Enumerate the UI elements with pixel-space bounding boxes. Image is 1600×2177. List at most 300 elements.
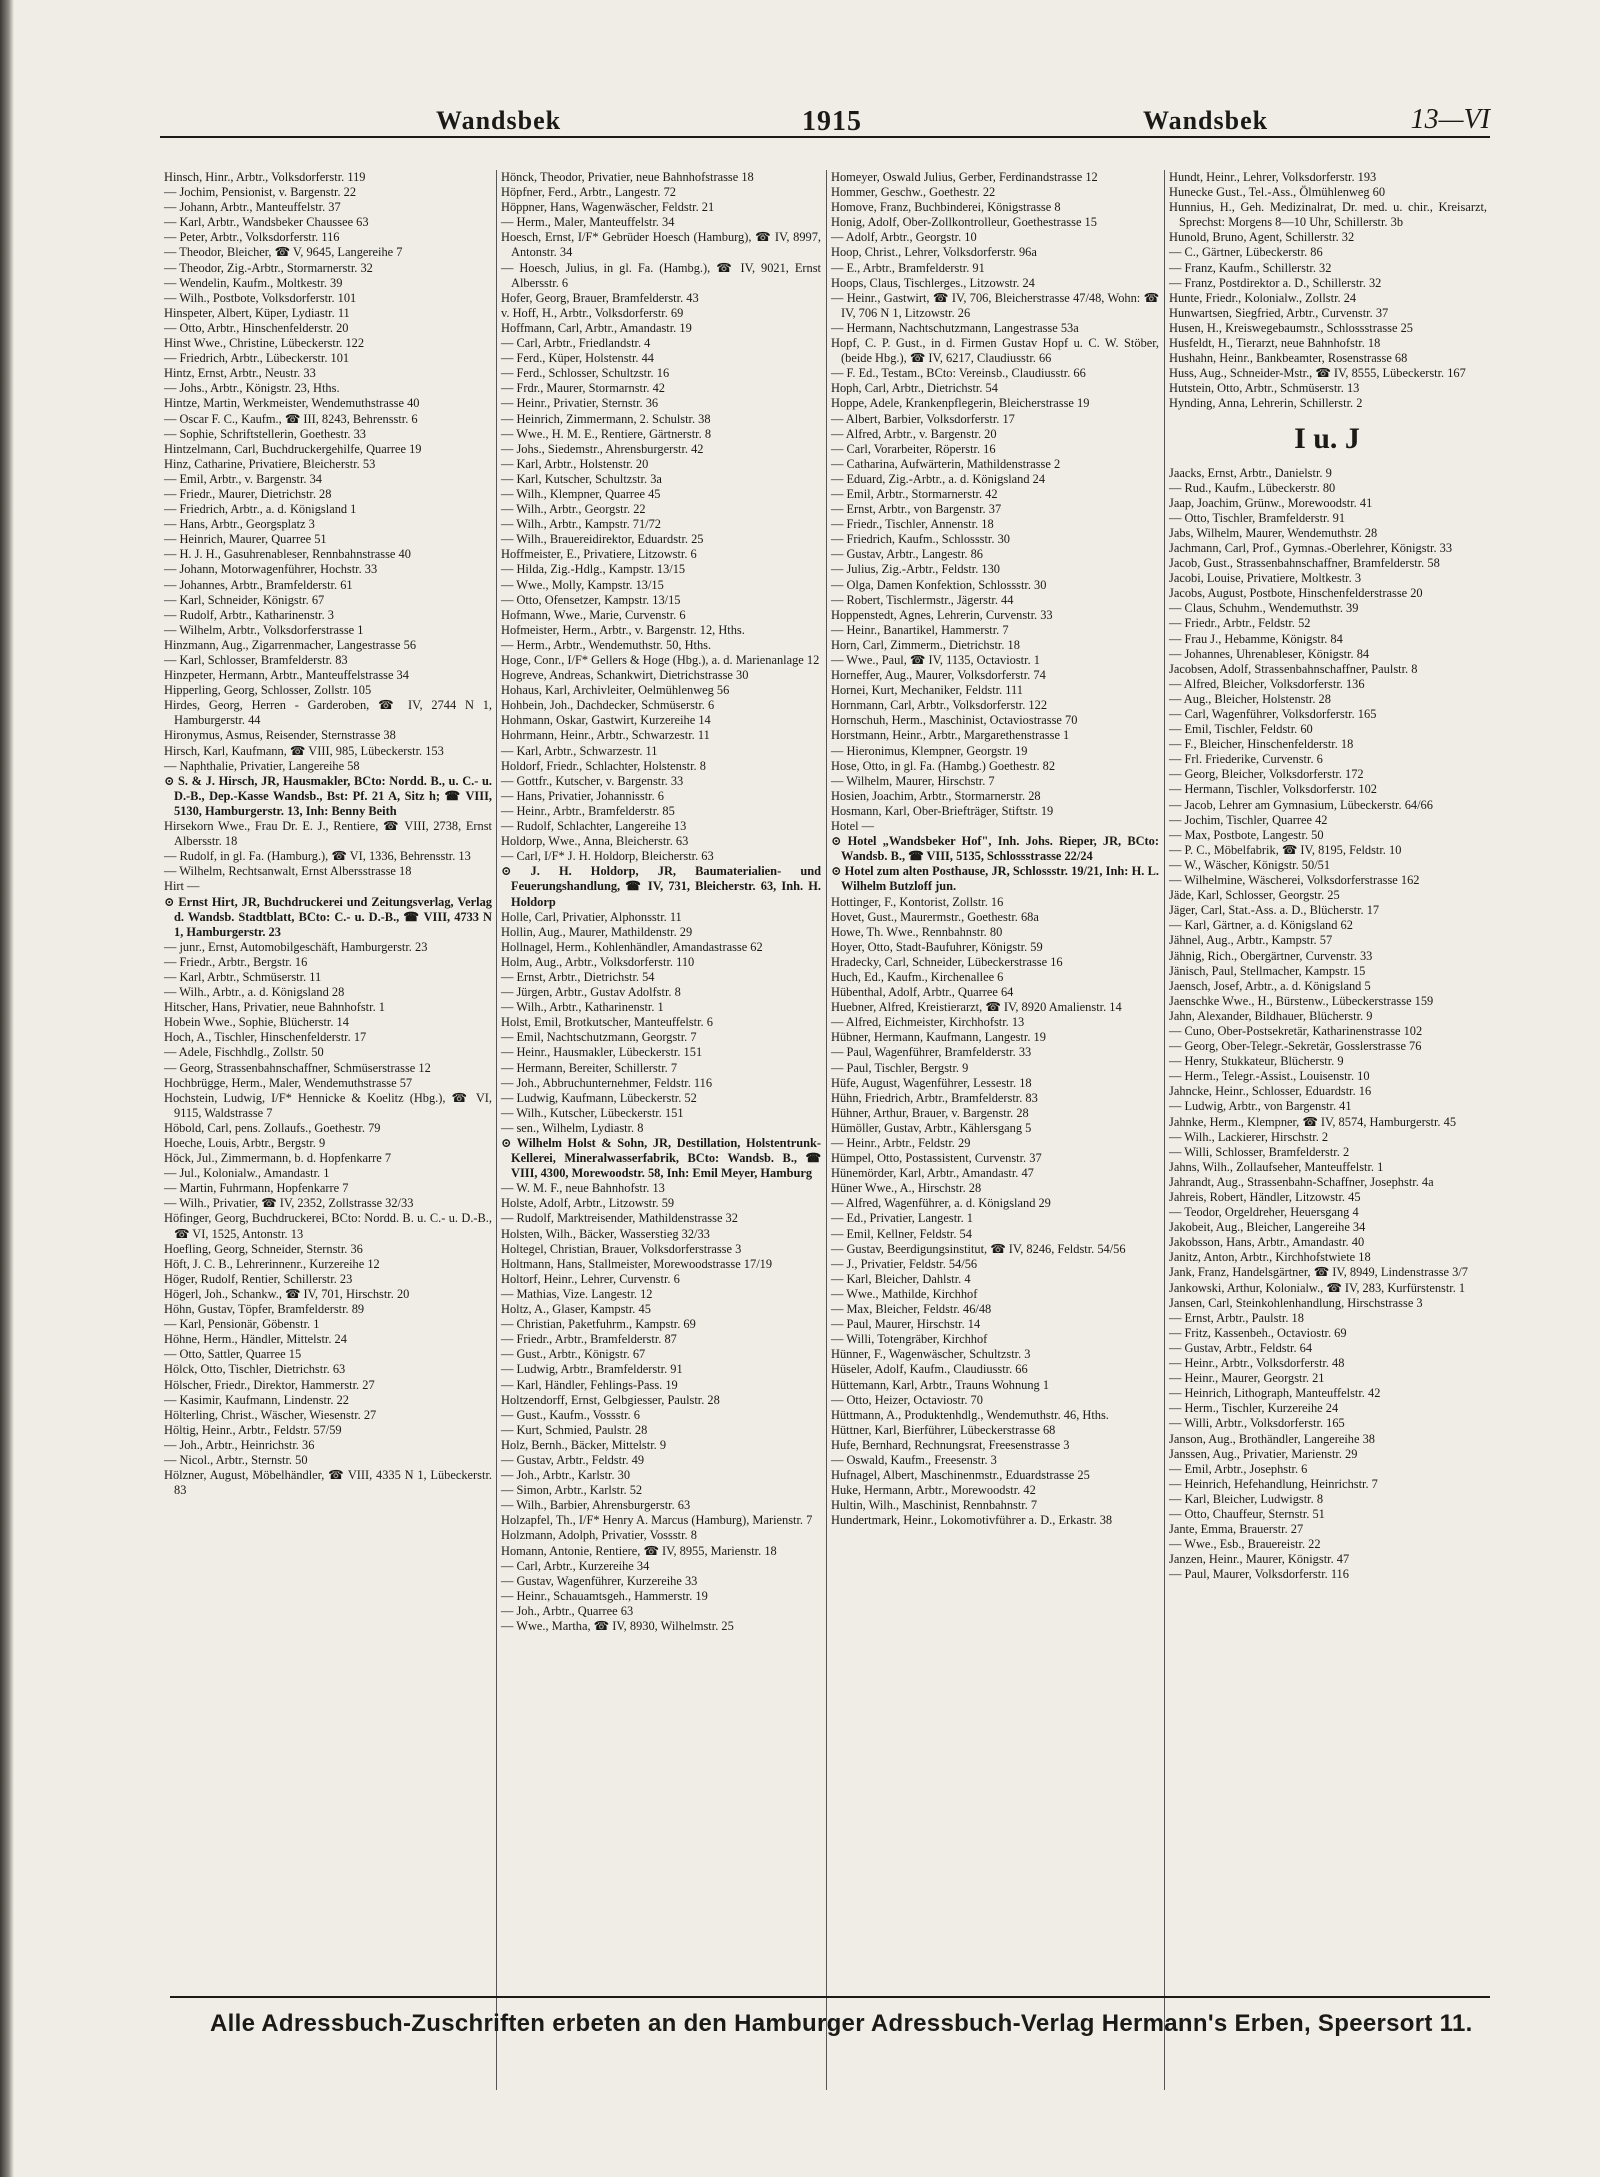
directory-entry: — Carl, Vorarbeiter, Röperstr. 16: [831, 441, 996, 456]
directory-entry: — W., Wäscher, Königstr. 50/51: [1169, 857, 1331, 872]
directory-entry: Hofmann, Wwe., Marie, Curvenstr. 6: [501, 607, 686, 622]
directory-entry: Hofmeister, Herm., Arbtr., v. Bargenstr. 12, Hths.: [501, 622, 745, 637]
directory-entry: — Karl, Schneider, Königstr. 67: [164, 592, 325, 607]
directory-entry: — Frl. Friederike, Curvenstr. 6: [1169, 752, 1323, 767]
directory-entry: — Adolf, Arbtr., Georgstr. 10: [831, 230, 977, 245]
directory-entry: — Jul., Kolonialw., Amandastr. 1: [164, 1166, 330, 1181]
directory-entry: — H. J. H., Gasuhrenableser, Rennbahnstrasse 40: [164, 547, 411, 562]
directory-entry: Holle, Carl, Privatier, Alphonsstr. 11: [501, 909, 682, 924]
directory-entry: — Julius, Zig.-Arbtr., Feldstr. 130: [831, 562, 1000, 577]
directory-entry: Horstmann, Heinr., Arbtr., Margarethenstrasse 1: [831, 728, 1070, 743]
directory-entry: — Joh., Arbtr., Quarree 63: [501, 1603, 634, 1618]
directory-entry: — Herm., Tischler, Kurzereihe 24: [1169, 1401, 1339, 1416]
directory-entry: — Alfred, Bleicher, Volksdorferstr. 136: [1169, 676, 1365, 691]
directory-entry: Hünner, F., Wagenwäscher, Schultzstr. 3: [831, 1347, 1031, 1362]
directory-entry: — Karl, Gärtner, a. d. Königsland 62: [1169, 918, 1353, 933]
directory-entry: Holst, Emil, Brotkutscher, Manteuffelstr. 6: [501, 1015, 713, 1030]
directory-entry: Jahns, Wilh., Zollaufseher, Manteuffelstr. 1: [1169, 1159, 1384, 1174]
directory-entry: v. Hoff, H., Arbtr., Volksdorferstr. 69: [501, 305, 684, 320]
directory-entry: Jacobs, August, Postbote, Hinschenfelderstrasse 20: [1169, 586, 1423, 601]
directory-entry: — Joh., Arbtr., Karlstr. 30: [501, 1468, 631, 1483]
directory-entry: — Karl, Arbtr., Schwarzestr. 11: [501, 743, 658, 758]
directory-entry: Hirsekorn Wwe., Frau Dr. E. J., Rentiere, ☎ VIII, 2738, Ernst Albersstr. 18: [164, 819, 492, 849]
column-1: [160, 170, 494, 2090]
directory-entry: Hoffmann, Carl, Arbtr., Amandastr. 19: [501, 320, 692, 335]
directory-entry: Hunecke Gust., Tel.-Ass., Ölmühlenweg 60: [1169, 185, 1386, 200]
directory-entry: — Wilh., Postbote, Volksdorferstr. 101: [164, 290, 357, 305]
section-heading: I u. J: [1294, 421, 1360, 455]
directory-entry: — Aug., Bleicher, Holstenstr. 28: [1169, 691, 1331, 706]
directory-entry: Hogreve, Andreas, Schankwirt, Dietrichstrasse 30: [501, 668, 749, 683]
directory-entry: — Heinr., Schauamtsgeh., Hammerstr. 19: [501, 1588, 708, 1603]
directory-entry: Holtorf, Heinr., Lehrer, Curvenstr. 6: [501, 1271, 680, 1286]
directory-entry: — Karl, Bleicher, Ludwigstr. 8: [1169, 1491, 1324, 1506]
directory-entry: Jäger, Carl, Stat.-Ass. a. D., Blücherstr. 17: [1169, 903, 1380, 918]
header-place-left: Wandsbek: [436, 106, 562, 135]
directory-entry: ⊙ Ernst Hirt, JR, Buchdruckerei und Zeitungsverlag, Verlag d. Wandsb. Stadtblatt, BCto: C.- u. D.-B., ☎ VIII, 4733 N 1, Hamburgerstr. 23: [164, 894, 492, 939]
directory-entry: — Otto, Tischler, Bramfelderstr. 91: [1169, 510, 1346, 525]
directory-entry: Jaensch, Josef, Arbtr., a. d. Königsland 5: [1169, 978, 1371, 993]
directory-entry: Höltig, Heinr., Arbtr., Feldstr. 57/59: [164, 1422, 342, 1437]
directory-entry: — Gustav, Arbtr., Feldstr. 49: [501, 1452, 645, 1467]
directory-entry: — Wilhelm, Rechtsanwalt, Ernst Albersstrasse 18: [164, 864, 412, 879]
directory-entry: Höfinger, Georg, Buchdruckerei, BCto: Nordd. B. u. C.- u. D.-B., ☎ VI, 1525, Antonstr. 13: [164, 1211, 492, 1241]
directory-entry: Jahrandt, Aug., Strassenbahn-Schaffner, Josephstr. 4a: [1169, 1174, 1434, 1189]
directory-entry: Hüttner, Karl, Bierführer, Lübeckerstrasse 68: [831, 1422, 1056, 1437]
directory-entry: Jäde, Karl, Schlosser, Georgstr. 25: [1169, 888, 1340, 903]
directory-entry: — Friedr., Arbtr., Bergstr. 16: [164, 954, 308, 969]
directory-entry: — Hieronimus, Klempner, Georgstr. 19: [831, 743, 1028, 758]
directory-entry: — Wwe., H. M. E., Rentiere, Gärtnerstr. 8: [501, 426, 712, 441]
directory-entry: Holm, Aug., Arbtr., Volksdorferstr. 110: [501, 954, 695, 969]
directory-entry: Husen, H., Kreiswegebaumstr., Schlossstrasse 25: [1169, 320, 1413, 335]
directory-entry: — Heinr., Arbtr., Bramfelderstr. 85: [501, 803, 675, 818]
directory-entry: Hitscher, Hans, Privatier, neue Bahnhofstr. 1: [164, 1000, 385, 1015]
directory-entry: Höpfner, Ferd., Arbtr., Langestr. 72: [501, 185, 677, 200]
directory-entry: — Friedrich, Arbtr., Lübeckerstr. 101: [164, 351, 350, 366]
directory-entry: — Heinr., Banartikel, Hammerstr. 7: [831, 622, 1009, 637]
directory-entry: — Karl, Bleicher, Dahlstr. 4: [831, 1271, 971, 1286]
directory-entry: — Georg, Strassenbahnschaffner, Schmüserstrasse 12: [164, 1060, 431, 1075]
directory-entry: — Cuno, Ober-Postsekretär, Katharinenstrasse 102: [1169, 1023, 1423, 1038]
directory-entry: — Alfred, Wagenführer, a. d. Königsland 29: [831, 1196, 1051, 1211]
directory-entry: Jabs, Wilhelm, Maurer, Wendemuthstr. 28: [1169, 525, 1378, 540]
directory-entry: — Ludwig, Kaufmann, Lübeckerstr. 52: [501, 1090, 697, 1105]
directory-entry: — Olga, Damen Konfektion, Schlossstr. 30: [831, 577, 1047, 592]
directory-entry: — Rudolf, in gl. Fa. (Hamburg.), ☎ VI, 1336, Behrensstr. 13: [164, 849, 471, 864]
directory-entry: — Wilh., Privatier, ☎ IV, 2352, Zollstrasse 32/33: [164, 1196, 414, 1211]
directory-entry: — Johannes, Uhrenableser, Königstr. 84: [1169, 646, 1370, 661]
directory-entry: Hosmann, Karl, Ober-Briefträger, Stiftstr. 19: [831, 803, 1054, 818]
directory-entry: Hoyer, Otto, Stadt-Baufuhrer, Königstr. 59: [831, 939, 1043, 954]
directory-entry: — Mathias, Vize. Langestr. 12: [501, 1286, 653, 1301]
directory-entry: — Max, Bleicher, Feldstr. 46/48: [831, 1302, 992, 1317]
directory-entry: Jank, Franz, Handelsgärtner, ☎ IV, 8949, Lindenstrasse 3/7: [1169, 1265, 1468, 1280]
directory-entry: Hohbein, Joh., Dachdecker, Schmüserstr. 6: [501, 698, 715, 713]
directory-entry: — Rudolf, Schlachter, Langereihe 13: [501, 819, 687, 834]
directory-entry: Jacobsen, Adolf, Strassenbahnschaffner, Paulstr. 8: [1169, 661, 1418, 676]
directory-entry: Hohmann, Oskar, Gastwirt, Kurzereihe 14: [501, 713, 711, 728]
directory-entry: Hirsch, Karl, Kaufmann, ☎ VIII, 985, Lübeckerstr. 153: [164, 743, 444, 758]
directory-entry: — junr., Ernst, Automobilgeschäft, Hamburgerstr. 23: [164, 939, 428, 954]
directory-entry: — Wwe., Paul, ☎ IV, 1135, Octaviostr. 1: [831, 653, 1040, 667]
directory-entry: Höger, Rudolf, Rentier, Schillerstr. 23: [164, 1271, 353, 1286]
directory-entry: — Hoesch, Julius, in gl. Fa. (Hambg.), ☎ IV, 9021, Ernst Albersstr. 6: [501, 260, 821, 290]
directory-entry: Howe, Th. Wwe., Rennbahnstr. 80: [831, 924, 1003, 939]
directory-entry: — Wilhelmine, Wäscherei, Volksdorferstrasse 162: [1169, 873, 1420, 888]
directory-entry: Hoefling, Georg, Schneider, Sternstr. 36: [164, 1241, 363, 1256]
directory-entry: — Karl, Schlosser, Bramfelderstr. 83: [164, 653, 348, 667]
directory-entry: — Carl, Wagenführer, Volksdorferstr. 165: [1169, 707, 1377, 721]
directory-entry: Jaenschke Wwe., H., Bürstenw., Lübeckerstrasse 159: [1169, 993, 1434, 1008]
footer-notice: Alle Adressbuch-Zuschriften erbeten an den Hamburger Adressbuch-Verlag Hermann's Erben, Speersort 11.: [210, 2010, 1473, 2037]
directory-entry: — Joh., Abbruchunternehmer, Feldstr. 116: [501, 1075, 713, 1090]
directory-entry: Jahnke, Herm., Klempner, ☎ IV, 8574, Hamburgerstr. 45: [1169, 1114, 1457, 1129]
directory-entry: — Otto, Ofensetzer, Kampstr. 13/15: [501, 592, 681, 607]
directory-entry: Hirt —: [164, 879, 200, 894]
directory-entry: — Johann, Motorwagenführer, Hochstr. 33: [164, 562, 378, 577]
directory-entry: Hoops, Claus, Tischlerges., Litzowstr. 24: [831, 275, 1035, 290]
directory-entry: Janitz, Anton, Arbtr., Kirchhofstwiete 18: [1169, 1250, 1371, 1265]
directory-entry: — Hermann, Nachtschutzmann, Langestrasse 53a: [831, 320, 1079, 335]
directory-entry: Jähnel, Aug., Arbtr., Kampstr. 57: [1169, 933, 1333, 948]
directory-entry: — Heinr., Maurer, Georgstr. 21: [1169, 1371, 1325, 1386]
directory-entry: Husfeldt, H., Tierarzt, neue Bahnhofstr. 18: [1169, 336, 1381, 351]
directory-entry: Hintz, Ernst, Arbtr., Neustr. 33: [164, 366, 316, 381]
directory-entry: — Karl, Arbtr., Wandsbeker Chaussee 63: [164, 215, 369, 230]
directory-entry: — Fritz, Kassenbeh., Octaviostr. 69: [1169, 1325, 1347, 1340]
directory-entry: — Sophie, Schriftstellerin, Goethestr. 33: [164, 426, 367, 441]
directory-entry: Jahreis, Robert, Händler, Litzowstr. 45: [1169, 1190, 1361, 1204]
directory-entry: Honig, Adolf, Ober-Zollkontrolleur, Goethestrasse 15: [831, 215, 1097, 230]
directory-entry: — W. M. F., neue Bahnhofstr. 13: [501, 1181, 665, 1196]
directory-entry: — Wilh., Arbtr., Katharinenstr. 1: [501, 1000, 664, 1015]
directory-entry: Jahn, Alexander, Bildhauer, Blücherstr. 9: [1169, 1008, 1373, 1023]
directory-entry: — Herm., Telegr.-Assist., Louisenstr. 10: [1169, 1069, 1370, 1084]
directory-entry: — Theodor, Zig.-Arbtr., Stormarnerstr. 32: [164, 260, 373, 275]
directory-entry: Hynding, Anna, Lehrerin, Schillerstr. 2: [1169, 396, 1363, 411]
directory-entry: Jachmann, Carl, Prof., Gymnas.-Oberlehrer, Königstr. 33: [1169, 540, 1453, 555]
directory-entry: — Friedrich, Kaufm., Schlossstr. 30: [831, 532, 1010, 547]
directory-entry: Hovet, Gust., Maurermstr., Goethestr. 68a: [831, 909, 1039, 924]
directory-entry: — Karl, Pensionär, Göbenstr. 1: [164, 1317, 320, 1332]
directory-entry: Hornschuh, Herm., Maschinist, Octaviostrasse 70: [831, 713, 1078, 728]
directory-entry: — Karl, Händler, Fehlings-Pass. 19: [501, 1377, 678, 1392]
directory-entry: Hoph, Carl, Arbtr., Dietrichstr. 54: [831, 381, 998, 396]
directory-entry: — Otto, Arbtr., Hinschenfelderstr. 20: [164, 320, 349, 335]
directory-entry: Homeyer, Oswald Julius, Gerber, Ferdinandstrasse 12: [831, 170, 1098, 184]
directory-entry: — Wilhelm, Arbtr., Volksdorferstrasse 1: [164, 622, 364, 637]
directory-entry: Janzen, Heinr., Maurer, Königstr. 47: [1169, 1552, 1350, 1567]
directory-entry: — Frau J., Hebamme, Königstr. 84: [1169, 631, 1343, 646]
directory-entry: — Heinr., Arbtr., Feldstr. 29: [831, 1136, 971, 1150]
directory-entry: Hosien, Joachim, Arbtr., Stormarnerstr. 28: [831, 788, 1041, 803]
directory-entry: Horn, Carl, Zimmerm., Dietrichstr. 18: [831, 637, 1020, 652]
directory-entry: — Kasimir, Kaufmann, Lindenstr. 22: [164, 1392, 349, 1407]
directory-entry: — E., Arbtr., Bramfelderstr. 91: [831, 260, 985, 275]
directory-entry: Hinzmann, Aug., Zigarrenmacher, Langestrasse 56: [164, 637, 417, 652]
directory-entry: — Hermann, Tischler, Volksdorferstr. 102: [1169, 782, 1377, 797]
directory-entry: — Gustav, Arbtr., Langestr. 86: [831, 547, 983, 562]
directory-entry: — P. C., Möbelfabrik, ☎ IV, 8195, Feldstr. 10: [1169, 842, 1402, 857]
directory-entry: Jakobeit, Aug., Bleicher, Langereihe 34: [1169, 1220, 1366, 1235]
directory-entry: Hübner, Hermann, Kaufmann, Langestr. 19: [831, 1030, 1046, 1045]
directory-entry: Hinzpeter, Hermann, Arbtr., Manteuffelstrasse 34: [164, 668, 409, 683]
directory-entry: Höck, Jul., Zimmermann, b. d. Hopfenkarre 7: [164, 1151, 392, 1166]
directory-entry: — Wwe., Martha, ☎ IV, 8930, Wilhelmstr. 25: [501, 1619, 734, 1633]
directory-entry: — Herm., Arbtr., Wendemuthstr. 50, Hths.: [501, 637, 712, 652]
directory-entry: Hinspeter, Albert, Küper, Lydiastr. 11: [164, 305, 350, 320]
directory-entry: Hundertmark, Heinr., Lokomotivführer a. D., Erkastr. 38: [831, 1513, 1113, 1528]
directory-entry: Hirdes, Georg, Herren - Garderoben, ☎ IV, 2744 N 1, Hamburgerstr. 44: [164, 698, 492, 728]
directory-entry: — Claus, Schuhm., Wendemuthstr. 39: [1169, 601, 1359, 616]
directory-entry: Hoch, A., Tischler, Hinschenfelderstr. 17: [164, 1030, 367, 1045]
directory-entry: — Heinrich, Zimmermann, 2. Schulstr. 38: [501, 411, 711, 426]
directory-entry: — Friedrich, Arbtr., a. d. Königsland 1: [164, 502, 357, 517]
directory-entry: Hüseler, Adolf, Kaufm., Claudiusstr. 66: [831, 1362, 1028, 1377]
directory-entry: Hintzelmann, Carl, Buchdruckergehilfe, Quarree 19: [164, 441, 422, 456]
directory-entry: Hoppe, Adele, Krankenpflegerin, Bleicherstrasse 19: [831, 396, 1090, 411]
directory-entry: Holzapfel, Th., I/F* Henry A. Marcus (Hamburg), Marienstr. 7: [501, 1513, 813, 1528]
directory-entry: — Carl, Arbtr., Kurzereihe 34: [501, 1558, 650, 1573]
directory-entry: Jahncke, Heinr., Schlosser, Eduardstr. 16: [1169, 1084, 1372, 1099]
scan-page-edge: [0, 0, 14, 2177]
directory-entry: Hölzner, August, Möbelhändler, ☎ VIII, 4335 N 1, Lübeckerstr. 83: [164, 1468, 492, 1498]
directory-entry: — F., Bleicher, Hinschenfelderstr. 18: [1169, 737, 1354, 752]
directory-entry: — Jacob, Lehrer am Gymnasium, Lübeckerstr. 64/66: [1169, 797, 1433, 812]
directory-entry: — Gottfr., Kutscher, v. Bargenstr. 33: [501, 773, 684, 788]
directory-entry: — Emil, Arbtr., v. Bargenstr. 34: [164, 471, 322, 486]
directory-entry: — Wilh., Arbtr., Georgstr. 22: [501, 502, 646, 517]
directory-entry: Hornei, Kurt, Mechaniker, Feldstr. 111: [831, 683, 1023, 698]
directory-entry: — Wilh., Barbier, Ahrensburgerstr. 63: [501, 1498, 691, 1513]
directory-entry: Huebner, Alfred, Kreistierarzt, ☎ IV, 8920 Amalienstr. 14: [831, 1000, 1122, 1015]
directory-entry: — Emil, Arbtr., Josephstr. 6: [1169, 1461, 1308, 1476]
directory-entry: — Emil, Kellner, Feldstr. 54: [831, 1226, 972, 1241]
directory-entry: — Rudolf, Marktreisender, Mathildenstrasse 32: [501, 1211, 738, 1226]
directory-entry: Homove, Franz, Buchbinderei, Königstrasse 8: [831, 200, 1061, 215]
directory-entry: Hochstein, Ludwig, I/F* Hennicke & Koelitz (Hbg.), ☎ VI, 9115, Waldstrasse 7: [164, 1090, 492, 1120]
directory-entry: Holtegel, Christian, Brauer, Volksdorferstrasse 3: [501, 1241, 742, 1256]
directory-entry: — Willi, Arbtr., Volksdorferstr. 165: [1169, 1416, 1345, 1431]
directory-entry: — Adele, Fischhdlg., Zollstr. 50: [164, 1045, 324, 1060]
directory-entry: Holdorf, Friedr., Schlachter, Holstenstr. 8: [501, 758, 706, 773]
directory-columns: [160, 170, 1490, 2090]
directory-entry: Hoppenstedt, Agnes, Lehrerin, Curvenstr. 33: [831, 607, 1053, 622]
directory-page: [160, 96, 1490, 1633]
directory-entry: Hultin, Wilh., Maschinist, Rennbahnstr. 7: [831, 1498, 1038, 1513]
directory-entry: — Christian, Paketfuhrm., Kampstr. 69: [501, 1317, 696, 1332]
directory-entry: — Max, Postbote, Langestr. 50: [1169, 827, 1324, 842]
directory-entry: Jaap, Joachim, Grünw., Morewoodstr. 41: [1169, 495, 1373, 510]
directory-entry: Jaacks, Ernst, Arbtr., Danielstr. 9: [1169, 465, 1332, 480]
directory-entry: Holtmann, Hans, Stallmeister, Morewoodstrasse 17/19: [501, 1256, 773, 1271]
directory-entry: Hoffmeister, E., Privatiere, Litzowstr. 6: [501, 547, 697, 562]
directory-entry: — Johann, Arbtr., Manteuffelstr. 37: [164, 200, 341, 215]
directory-entry: — Teodor, Orgeldreher, Heuersgang 4: [1169, 1205, 1359, 1220]
directory-entry: Hollnagel, Herm., Kohlenhändler, Amandastrasse 62: [501, 939, 763, 954]
directory-entry: Hünemörder, Karl, Arbtr., Amandastr. 47: [831, 1166, 1034, 1181]
directory-entry: Janssen, Aug., Privatier, Marienstr. 29: [1169, 1446, 1358, 1461]
directory-entry: Hübenthal, Adolf, Arbtr., Quarree 64: [831, 985, 1014, 1000]
directory-entry: — C., Gärtner, Lübeckerstr. 86: [1169, 245, 1323, 260]
directory-entry: — Karl, Arbtr., Schmüserstr. 11: [164, 969, 322, 984]
directory-entry: — Wilhelm, Maurer, Hirschstr. 7: [831, 773, 995, 788]
directory-entry: Hofer, Georg, Brauer, Bramfelderstr. 43: [501, 290, 699, 305]
directory-entry: — F. Ed., Testam., BCto: Vereinsb., Claudiusstr. 66: [831, 366, 1086, 381]
directory-entry: Jante, Emma, Brauerstr. 27: [1169, 1522, 1304, 1537]
directory-entry: Hüfe, August, Wagenführer, Lessestr. 18: [831, 1075, 1032, 1090]
directory-entry: Hümöller, Gustav, Arbtr., Kählersgang 5: [831, 1120, 1032, 1135]
directory-entry: — Martin, Fuhrmann, Hopfenkarre 7: [164, 1181, 349, 1196]
directory-entry: — Wilh., Arbtr., Kampstr. 71/72: [501, 517, 662, 532]
directory-entry: Jankowski, Arthur, Kolonialw., ☎ IV, 283, Kurfürstenstr. 1: [1169, 1280, 1466, 1295]
column-3: [826, 170, 1161, 2090]
directory-entry: — Wilh., Arbtr., a. d. Königsland 28: [164, 985, 345, 1000]
directory-entry: — Rudolf, Arbtr., Katharinenstr. 3: [164, 607, 335, 622]
directory-entry: Hinsch, Hinr., Arbtr., Volksdorferstr. 119: [164, 170, 366, 184]
directory-entry: Hölck, Otto, Tischler, Dietrichstr. 63: [164, 1362, 346, 1377]
footer-divider: [170, 1996, 1490, 1998]
directory-entry: Hopf, C. P. Gust., in d. Firmen Gustav Hopf u. C. W. Stöber, (beide Hbg.), ☎ IV, 6217, Claudiusstr. 66: [831, 336, 1159, 366]
directory-entry: ⊙ Hotel zum alten Posthause, JR, Schlossstr. 19/21, Inh: H. L. Wilhelm Butzloff jun.: [831, 864, 1159, 894]
directory-entry: — Rud., Kaufm., Lübeckerstr. 80: [1169, 480, 1336, 495]
directory-entry: — Friedr., Arbtr., Bramfelderstr. 87: [501, 1332, 677, 1347]
directory-entry: — Jochim, Tischler, Quarree 42: [1169, 812, 1328, 827]
directory-entry: Hintze, Martin, Werkmeister, Wendemuthstrasse 40: [164, 396, 420, 411]
directory-entry: — Willi, Totengräber, Kirchhof: [831, 1332, 988, 1347]
directory-entry: — Gustav, Arbtr., Feldstr. 64: [1169, 1340, 1313, 1355]
directory-entry: Holtzendorff, Ernst, Gelbgiesser, Paulstr. 28: [501, 1392, 720, 1407]
directory-entry: Huke, Hermann, Arbtr., Morewoodstr. 42: [831, 1483, 1036, 1498]
directory-entry: — Naphthalie, Privatier, Langereihe 58: [164, 758, 360, 773]
directory-entry: — Hermann, Bereiter, Schillerstr. 7: [501, 1060, 678, 1075]
directory-entry: — Hilda, Zig.-Hdlg., Kampstr. 13/15: [501, 562, 686, 577]
directory-entry: Jänisch, Paul, Stellmacher, Kampstr. 15: [1169, 963, 1366, 978]
directory-entry: Hufe, Bernhard, Rechnungsrat, Freesenstrasse 3: [831, 1437, 1070, 1452]
directory-entry: Homann, Antonie, Rentiere, ☎ IV, 8955, Marienstr. 18: [501, 1543, 777, 1558]
directory-entry: Höppner, Hans, Wagenwäscher, Feldstr. 21: [501, 200, 715, 215]
directory-entry: — Georg, Bleicher, Volksdorferstr. 172: [1169, 767, 1364, 782]
directory-entry: — Franz, Kaufm., Schillerstr. 32: [1169, 260, 1332, 275]
directory-entry: Hochbrügge, Herm., Maler, Wendemuthstrasse 57: [164, 1075, 413, 1090]
directory-entry: — Heinrich, Maurer, Quarree 51: [164, 532, 327, 547]
directory-entry: — Carl, Arbtr., Friedlandstr. 4: [501, 336, 651, 351]
directory-entry: Hunte, Friedr., Kolonialw., Zollstr. 24: [1169, 290, 1357, 305]
directory-entry: Janson, Aug., Brothändler, Langereihe 38: [1169, 1431, 1375, 1446]
directory-entry: — Henry, Stukkateur, Blücherstr. 9: [1169, 1054, 1344, 1069]
directory-entry: Hornmann, Carl, Arbtr., Volksdorferstr. 122: [831, 698, 1048, 713]
directory-entry: — Paul, Maurer, Volksdorferstr. 116: [1169, 1567, 1349, 1582]
directory-entry: — Theodor, Bleicher, ☎ V, 9645, Langereihe 7: [164, 245, 403, 260]
directory-entry: — Wwe., Esb., Brauereistr. 22: [1169, 1537, 1321, 1552]
directory-entry: Hunold, Bruno, Agent, Schillerstr. 32: [1169, 230, 1355, 245]
directory-entry: Hoop, Christ., Lehrer, Volksdorferstr. 96a: [831, 245, 1037, 260]
directory-entry: Hüttmann, A., Produktenhdlg., Wendemuthstr. 46, Hths.: [831, 1407, 1109, 1422]
directory-entry: — Frdr., Maurer, Stormarnstr. 42: [501, 381, 666, 396]
directory-entry: — Georg, Ober-Telegr.-Sekretär, Gosslerstrasse 76: [1169, 1039, 1422, 1054]
directory-entry: ⊙ S. & J. Hirsch, JR, Hausmakler, BCto: Nordd. B., u. C.- u. D.-B., Dep.-Kasse Wandsb., Bst: Pf. 21 A, Sitz h; ☎ VIII, 5130, Hamburgerstr. 13, Inh: Benny Beith: [164, 773, 492, 818]
directory-entry: Hottinger, F., Kontorist, Zollstr. 16: [831, 894, 1004, 909]
directory-entry: Horneffer, Aug., Maurer, Volksdorferstr. 74: [831, 668, 1046, 683]
directory-entry: — Joh., Arbtr., Heinrichstr. 36: [164, 1437, 315, 1452]
directory-entry: — Wilh., Lackierer, Hirschstr. 2: [1169, 1129, 1329, 1144]
directory-entry: Hironymus, Asmus, Reisender, Sternstrasse 38: [164, 728, 396, 743]
directory-entry: — Wendelin, Kaufm., Moltkestr. 39: [164, 275, 343, 290]
header-place-right: Wandsbek: [1143, 106, 1269, 135]
directory-entry: Höhn, Gustav, Töpfer, Bramfelderstr. 89: [164, 1302, 365, 1317]
directory-entry: — Emil, Arbtr., Stormarnerstr. 42: [831, 486, 998, 501]
directory-entry: Hommer, Geschw., Goethestr. 22: [831, 185, 996, 200]
directory-entry: — Johs., Siedemstr., Ahrensburgerstr. 42: [501, 441, 704, 456]
directory-entry: Hufnagel, Albert, Maschinenmstr., Eduardstrasse 25: [831, 1468, 1090, 1483]
directory-entry: — Eduard, Zig.-Arbtr., a. d. Königsland 24: [831, 471, 1046, 486]
directory-entry: Hümpel, Otto, Postassistent, Curvenstr. 37: [831, 1151, 1042, 1166]
directory-entry: Hollin, Aug., Maurer, Mathildenstr. 29: [501, 924, 693, 939]
directory-entry: — Ed., Privatier, Langestr. 1: [831, 1211, 973, 1226]
directory-entry: — Otto, Chauffeur, Sternstr. 51: [1169, 1506, 1325, 1521]
directory-entry: Jansen, Carl, Steinkohlenhandlung, Hirschstrasse 3: [1169, 1295, 1423, 1310]
directory-entry: — Ernst, Arbtr., von Bargenstr. 37: [831, 502, 1002, 517]
directory-entry: Hradecky, Carl, Schneider, Lübeckerstrasse 16: [831, 954, 1063, 969]
directory-entry: — Wilh., Brauereidirektor, Eduardstr. 25: [501, 532, 704, 547]
directory-entry: Jähnig, Rich., Obergärtner, Curvenstr. 33: [1169, 948, 1373, 963]
directory-entry: Hönck, Theodor, Privatier, neue Bahnhofstrasse 18: [501, 170, 754, 184]
directory-entry: — Heinr., Arbtr., Volksdorferstr. 48: [1169, 1356, 1345, 1371]
directory-entry: — Ludwig, Arbtr., von Bargenstr. 41: [1169, 1099, 1352, 1114]
directory-entry: Hutstein, Otto, Arbtr., Schmüserstr. 13: [1169, 381, 1360, 396]
directory-entry: — Paul, Tischler, Bergstr. 9: [831, 1060, 969, 1075]
directory-entry: ⊙ Wilhelm Holst & Sohn, JR, Destillation, Holstentrunk-Kellerei, Mineralwasserfabrik, BCto: Wandsb. B., ☎ VIII, 4300, Morewoodstr. 58, Inh: Emil Meyer, Hamburg: [501, 1136, 821, 1181]
directory-entry: Hühner, Arthur, Brauer, v. Bargenstr. 28: [831, 1105, 1029, 1120]
directory-entry: — Willi, Schlosser, Bramfelderstr. 2: [1169, 1144, 1350, 1159]
page-number: 13—VI: [1410, 104, 1490, 135]
directory-entry: Jakobsson, Hans, Arbtr., Amandastr. 40: [1169, 1235, 1365, 1250]
directory-entry: Huss, Aug., Schneider-Mstr., ☎ IV, 8555, Lübeckerstr. 167: [1169, 366, 1466, 381]
directory-entry: — Oscar F. C., Kaufm., ☎ III, 8243, Behrensstr. 6: [164, 411, 418, 426]
directory-entry: ⊙ Hotel „Wandsbeker Hof", Inh. Johs. Rieper, JR, BCto: Wandsb. B., ☎ VIII, 5135, Schlossstrasse 22/24: [831, 834, 1159, 864]
directory-entry: Hinst Wwe., Christine, Lübeckerstr. 122: [164, 336, 365, 351]
directory-entry: — Alfred, Eichmeister, Kirchhofstr. 13: [831, 1015, 1025, 1030]
directory-entry: — Ludwig, Arbtr., Bramfelderstr. 91: [501, 1362, 683, 1377]
directory-entry: — Wwe., Molly, Kampstr. 13/15: [501, 577, 664, 592]
directory-entry: — Wilh., Klempner, Quarree 45: [501, 486, 661, 501]
directory-entry: — J., Privatier, Feldstr. 54/56: [831, 1256, 978, 1271]
directory-entry: Hunwartsen, Siegfried, Arbtr., Curvenstr. 37: [1169, 305, 1389, 320]
directory-entry: Hohrmann, Heinr., Arbtr., Schwarzestr. 11: [501, 728, 710, 743]
directory-entry: — Gustav, Beerdigungsinstitut, ☎ IV, 8246, Feldstr. 54/56: [831, 1241, 1126, 1256]
directory-entry: — Paul, Wagenführer, Bramfelderstr. 33: [831, 1045, 1032, 1060]
directory-entry: Hose, Otto, in gl. Fa. (Hambg.) Goethestr. 82: [831, 758, 1056, 773]
directory-entry: Hipperling, Georg, Schlosser, Zollstr. 105: [164, 683, 372, 698]
directory-entry: Hunnius, H., Geh. Medizinalrat, Dr. med. u. chir., Kreisarzt, Sprechst: Morgens 8—10 Uhr, Schillerstr. 3b: [1169, 200, 1487, 230]
page-header: [160, 96, 1490, 138]
directory-entry: — Ernst, Arbtr., Paulstr. 18: [1169, 1310, 1304, 1325]
directory-entry: — Catharina, Aufwärterin, Mathildenstrasse 2: [831, 456, 1061, 471]
directory-entry: Hühn, Friedrich, Arbtr., Bramfelderstr. 83: [831, 1090, 1038, 1105]
directory-entry: Hoge, Conr., I/F* Gellers & Hoge (Hbg.), a. d. Marienanlage 12: [501, 653, 820, 667]
directory-entry: — Ferd., Küper, Holstenstr. 44: [501, 351, 654, 366]
column-4: [1164, 170, 1489, 2090]
directory-entry: Höhne, Herm., Händler, Mittelstr. 24: [164, 1332, 347, 1347]
directory-entry: — Ernst, Arbtr., Dietrichstr. 54: [501, 969, 655, 984]
directory-entry: — Alfred, Arbtr., v. Bargenstr. 20: [831, 426, 997, 441]
directory-entry: — Paul, Maurer, Hirschstr. 14: [831, 1317, 981, 1332]
directory-entry: — Heinr., Hausmakler, Lübeckerstr. 151: [501, 1045, 703, 1060]
directory-entry: — Friedr., Maurer, Dietrichstr. 28: [164, 486, 332, 501]
directory-entry: — Gustav, Wagenführer, Kurzereihe 33: [501, 1573, 698, 1588]
directory-entry: — Heinrich, Hefehandlung, Heinrichstr. 7: [1169, 1476, 1378, 1491]
